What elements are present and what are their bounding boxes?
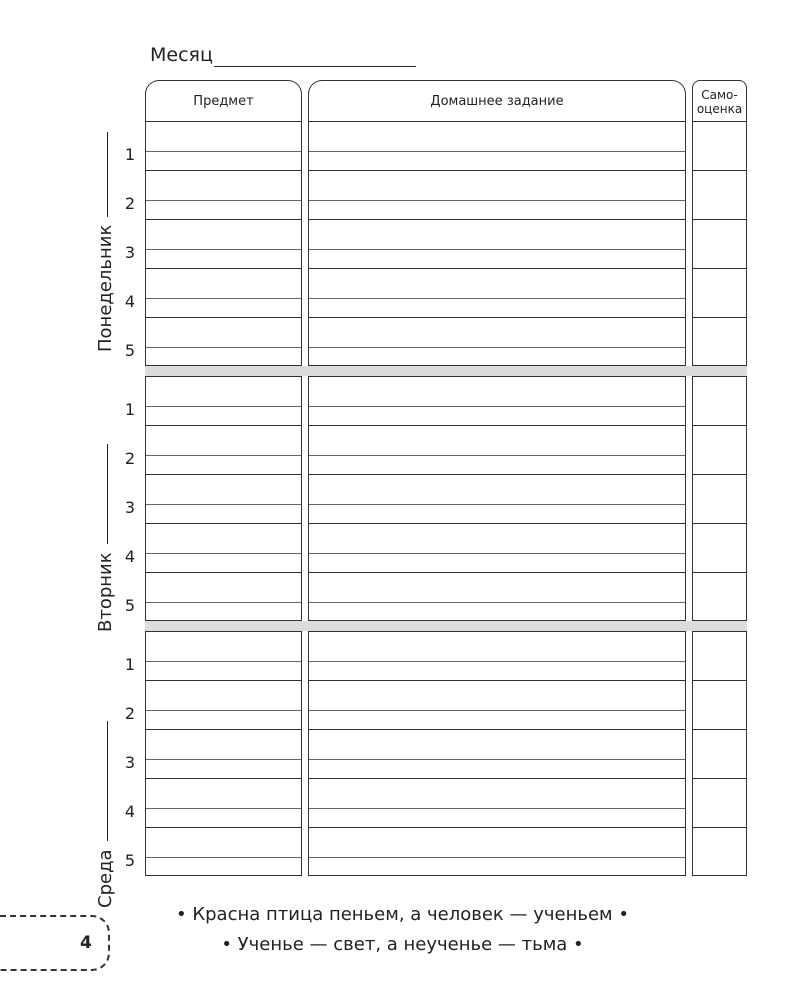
date-input-line[interactable] xyxy=(107,444,108,544)
date-input-line[interactable] xyxy=(107,132,108,217)
day-separator xyxy=(145,621,747,631)
page-number: 4 xyxy=(80,933,92,953)
page-number-tab xyxy=(0,915,110,971)
wednesday-homework-column[interactable] xyxy=(308,631,686,876)
lesson-number: 2 xyxy=(124,194,136,213)
lesson-number: 4 xyxy=(124,292,136,311)
day-label-wednesday xyxy=(93,668,117,908)
lesson-number: 5 xyxy=(124,341,136,360)
column-header-self-line1: Само- xyxy=(701,87,738,102)
tuesday-self-assessment-column[interactable] xyxy=(692,376,747,621)
tuesday-homework-column[interactable] xyxy=(308,376,686,621)
lesson-number: 3 xyxy=(124,498,136,517)
tuesday-subject-column[interactable] xyxy=(145,376,302,621)
lesson-number: 2 xyxy=(124,704,136,723)
monday-homework-column[interactable] xyxy=(308,121,686,366)
lesson-number: 5 xyxy=(124,851,136,870)
proverb-2: • Ученье — свет, а неученье — тьма • xyxy=(221,934,584,955)
day-name: Вторник xyxy=(94,552,116,632)
date-input-line[interactable] xyxy=(107,721,108,841)
column-header-homework-label: Домашнее задание xyxy=(430,94,564,109)
wednesday-self-assessment-column[interactable] xyxy=(692,631,747,876)
day-separator xyxy=(145,366,747,376)
day-name: Среда xyxy=(94,849,116,908)
lesson-number: 1 xyxy=(124,145,136,164)
lesson-number: 4 xyxy=(124,547,136,566)
column-header-self-line2: оценка xyxy=(696,101,743,116)
column-header-self-assessment xyxy=(692,80,747,122)
day-name: Понедельник xyxy=(94,224,116,352)
monday-subject-column[interactable] xyxy=(145,121,302,366)
proverb-1: • Красна птица пеньем, а человек — ученьем • xyxy=(176,904,629,925)
column-header-homework xyxy=(308,80,686,122)
lesson-number: 4 xyxy=(124,802,136,821)
lesson-number: 5 xyxy=(124,596,136,615)
lesson-number: 1 xyxy=(124,400,136,419)
lesson-number: 3 xyxy=(124,243,136,262)
column-header-subject-label: Предмет xyxy=(193,94,254,109)
lesson-number: 1 xyxy=(124,655,136,674)
wednesday-subject-column[interactable] xyxy=(145,631,302,876)
lesson-number: 2 xyxy=(124,449,136,468)
lesson-number: 3 xyxy=(124,753,136,772)
month-label: Месяц xyxy=(150,44,213,66)
column-header-subject xyxy=(145,80,302,122)
month-input-line[interactable] xyxy=(214,66,416,67)
day-label-tuesday xyxy=(93,412,117,632)
day-label-monday xyxy=(93,132,117,352)
monday-self-assessment-column[interactable] xyxy=(692,121,747,366)
